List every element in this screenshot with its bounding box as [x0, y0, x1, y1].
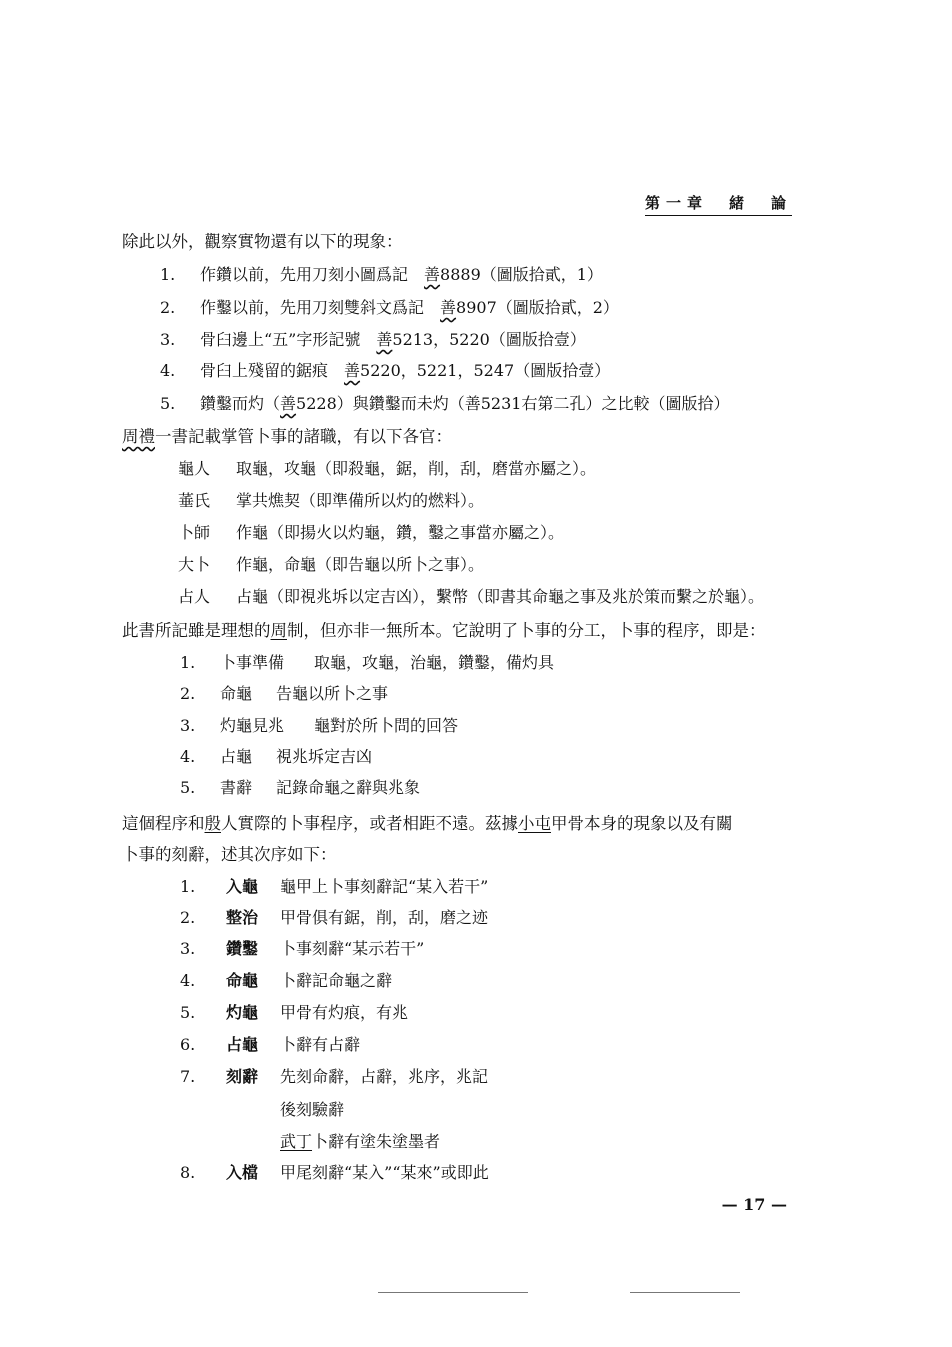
step-desc: 甲骨俱有鋸，削，刮，磨之迹: [280, 908, 489, 927]
step-desc: 卜辭有占辭: [280, 1035, 361, 1054]
item-text: 作鑽以前，先用刀刻小圖爲記: [200, 265, 425, 284]
step-item: [180, 1064, 488, 1087]
scan-artifact-line: [630, 1292, 740, 1293]
step-desc: 甲骨有灼痕，有兆: [280, 1003, 409, 1022]
item-number: 2.: [180, 684, 196, 703]
king-name: 武丁: [280, 1132, 313, 1151]
procedure-item: [180, 713, 458, 736]
chapter-header: 第一章 緒 論: [645, 192, 792, 216]
list-item: [160, 327, 586, 350]
intro-paragraph: 除此以外，觀察實物還有以下的現象：: [122, 232, 403, 251]
item-text: 骨臼邊上“五”字形記號: [200, 330, 377, 349]
page-number: — 17 —: [721, 1195, 787, 1214]
procedure-desc: 告龜以所卜之事: [276, 684, 389, 703]
procedure-desc: 龜對於所卜問的回答: [314, 716, 459, 735]
item-number: 7.: [180, 1067, 196, 1086]
item-number: 2.: [160, 298, 176, 317]
item-text: 鑽鑿而灼（: [200, 394, 281, 413]
dynasty-name: 殷: [204, 814, 221, 833]
item-number: 5.: [160, 394, 176, 413]
sequence-intro-line-2: 卜事的刻辭，述其次序如下：: [122, 845, 337, 864]
list-item: [160, 295, 619, 318]
procedure-term: 占龜: [220, 747, 253, 766]
item-ref: 8907（圖版拾貳，2）: [456, 298, 619, 317]
procedure-term: 書辭: [220, 778, 253, 797]
procedure-item: [180, 650, 554, 673]
step-term: 刻辭: [226, 1067, 259, 1086]
step-term: 整治: [226, 908, 259, 927]
item-number: 1.: [180, 877, 196, 896]
item-ref: 5213，5220（圖版拾壹）: [392, 330, 586, 349]
paragraph-text: 人實際的卜事程序，或者相距不遠。茲據: [221, 814, 518, 833]
office-desc: 取龜，攻龜（即殺龜，鋸，削，刮，磨當亦屬之）。: [236, 459, 597, 478]
step-item: [180, 1160, 489, 1183]
item-number: 4.: [180, 971, 196, 990]
source-abbrev: 善: [280, 394, 297, 413]
step-term: 灼龜: [226, 1003, 259, 1022]
procedure-term: 命龜: [220, 684, 253, 703]
step-item: [180, 905, 488, 928]
item-ref: 5228）與鑽鑿而未灼（善5231右第二孔）之比較（圖版拾）: [296, 394, 730, 413]
procedure-intro-paragraph: [122, 617, 766, 641]
list-item: [160, 358, 610, 381]
step-desc: 卜辭記命龜之辭: [280, 971, 393, 990]
item-number: 5.: [180, 778, 196, 797]
step-term: 鑽鑿: [226, 939, 259, 958]
step-continuation: 後刻驗辭: [280, 1100, 345, 1119]
item-number: 1.: [180, 653, 196, 672]
step-term: 入龜: [226, 877, 259, 896]
source-abbrev: 善: [440, 298, 457, 317]
procedure-item: [180, 744, 372, 767]
list-item: [160, 262, 603, 285]
source-abbrev: 善: [424, 265, 441, 284]
item-number: 3.: [180, 716, 196, 735]
book-title: 周禮: [122, 427, 155, 446]
procedure-term: 卜事準備: [220, 653, 285, 672]
step-desc: 卜事刻辭“某示若干”: [280, 939, 425, 958]
sequence-intro-line-1: [122, 810, 733, 834]
step-desc: 龜甲上卜事刻辭記“某入若干”: [280, 877, 489, 896]
list-item: [160, 391, 729, 414]
procedure-term: 灼龜見兆: [220, 716, 285, 735]
procedure-item: [180, 681, 388, 704]
office-desc: 掌共燋契（即準備所以灼的燃料）。: [236, 491, 485, 510]
step-desc: 先刻命辭，占辭，兆序，兆記: [280, 1067, 489, 1086]
zhouli-paragraph: [122, 423, 452, 447]
procedure-item: [180, 775, 420, 798]
office-desc: 作龜（即揚火以灼龜，鑽，鑿之事當亦屬之）。: [236, 523, 565, 542]
item-number: 3.: [160, 330, 176, 349]
item-number: 4.: [160, 361, 176, 380]
item-number: 3.: [180, 939, 196, 958]
step-item: [180, 1000, 408, 1023]
paragraph-text: 一書記載掌管卜事的諸職，有以下各官：: [155, 427, 452, 446]
office-title: 菙氏: [178, 491, 211, 510]
item-number: 8.: [180, 1163, 196, 1182]
step-item: [180, 1032, 360, 1055]
item-number: 4.: [180, 747, 196, 766]
dynasty-name: 周: [270, 621, 287, 640]
paragraph-text: 這個程序和: [122, 814, 205, 833]
place-name: 小屯: [518, 814, 551, 833]
step-desc: 甲尾刻辭“某入”“某來”或即此: [280, 1163, 489, 1182]
item-number: 2.: [180, 908, 196, 927]
item-text: 骨臼上殘留的鋸痕: [200, 361, 345, 380]
scan-artifact-line: [378, 1292, 528, 1293]
office-entry: [178, 456, 596, 479]
office-title: 龜人: [178, 459, 211, 478]
step-term: 入檔: [226, 1163, 259, 1182]
step-item: [180, 936, 424, 959]
procedure-desc: 視兆坼定吉凶: [276, 747, 373, 766]
paragraph-text: 甲骨本身的現象以及有關: [551, 814, 733, 833]
office-entry: [178, 488, 484, 511]
office-title: 大卜: [178, 555, 211, 574]
item-text: 作鑿以前，先用刀刻雙斜文爲記: [200, 298, 441, 317]
paragraph-text: 制，但亦非一無所本。它說明了卜事的分工，卜事的程序，即是：: [287, 621, 766, 640]
step-term: 占龜: [226, 1035, 259, 1054]
office-desc: 占龜（即視兆坼以定吉凶），繫幣（即書其命龜之事及兆於策而繫之於龜）。: [236, 587, 765, 606]
office-entry: [178, 552, 484, 575]
item-number: 6.: [180, 1035, 196, 1054]
item-number: 1.: [160, 265, 176, 284]
office-desc: 作龜，命龜（即告龜以所卜之事）。: [236, 555, 485, 574]
item-ref: 8889（圖版拾貳，1）: [440, 265, 603, 284]
step-desc: 卜辭有塗朱塗墨者: [312, 1132, 441, 1151]
step-continuation: [280, 1129, 440, 1152]
item-number: 5.: [180, 1003, 196, 1022]
paragraph-text: 此書所記雖是理想的: [122, 621, 271, 640]
office-title: 卜師: [178, 523, 211, 542]
step-item: [180, 874, 488, 897]
source-abbrev: 善: [344, 361, 361, 380]
office-entry: [178, 520, 564, 543]
procedure-desc: 取龜，攻龜，治龜，鑽鑿，備灼具: [314, 653, 555, 672]
step-item: [180, 968, 392, 991]
office-entry: [178, 584, 764, 607]
item-ref: 5220，5221，5247（圖版拾壹）: [360, 361, 611, 380]
source-abbrev: 善: [376, 330, 393, 349]
procedure-desc: 記錄命龜之辭與兆象: [276, 778, 421, 797]
office-title: 占人: [178, 587, 211, 606]
step-term: 命龜: [226, 971, 259, 990]
